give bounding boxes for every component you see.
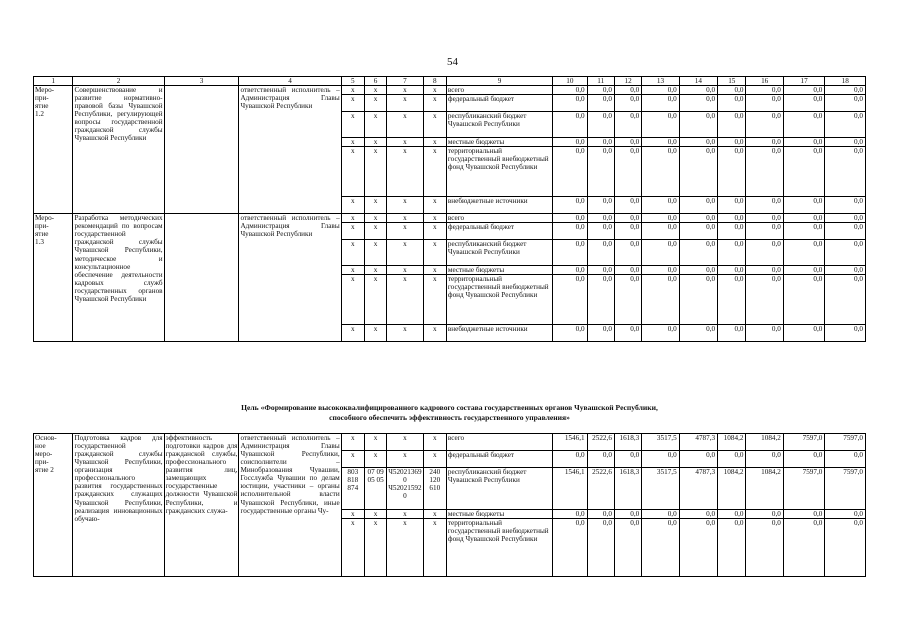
amount-value: 0,0 bbox=[783, 138, 824, 147]
funding-source: всего bbox=[446, 86, 552, 95]
column-number: 6 bbox=[364, 77, 386, 86]
amount-value: 0,0 bbox=[718, 266, 746, 275]
column-number: 9 bbox=[446, 77, 552, 86]
amount-value: 0,0 bbox=[746, 519, 783, 577]
amount-value: 3517,5 bbox=[642, 468, 679, 510]
amount-value: 1084,2 bbox=[718, 468, 746, 510]
budget-code: x bbox=[387, 112, 423, 138]
budget-code: 240 120 610 bbox=[423, 468, 446, 510]
amount-value: 0,0 bbox=[783, 510, 824, 519]
amount-value: 0,0 bbox=[783, 214, 824, 223]
budget-code: x bbox=[387, 214, 423, 223]
amount-value: 0,0 bbox=[718, 197, 746, 214]
amount-value: 1618,3 bbox=[614, 468, 641, 510]
amount-value: 0,0 bbox=[679, 86, 717, 95]
amount-value: 0,0 bbox=[718, 214, 746, 223]
budget-code: x bbox=[341, 147, 364, 197]
budget-code: x bbox=[423, 266, 446, 275]
amount-value: 0,0 bbox=[614, 266, 641, 275]
budget-code: x bbox=[387, 223, 423, 240]
amount-value: 0,0 bbox=[825, 138, 866, 147]
amount-value: 0,0 bbox=[783, 275, 824, 325]
budget-code: x bbox=[423, 325, 446, 342]
amount-value: 0,0 bbox=[746, 86, 783, 95]
budget-code: x bbox=[341, 95, 364, 112]
column-number: 5 bbox=[341, 77, 364, 86]
budget-code: x bbox=[387, 138, 423, 147]
amount-value: 0,0 bbox=[746, 266, 783, 275]
amount-value: 0,0 bbox=[783, 147, 824, 197]
budget-code: x bbox=[387, 266, 423, 275]
budget-code: x bbox=[341, 451, 364, 468]
amount-value: 0,0 bbox=[587, 214, 614, 223]
amount-value: 4787,3 bbox=[679, 434, 717, 451]
amount-value: 7597,0 bbox=[825, 468, 866, 510]
amount-value: 0,0 bbox=[825, 325, 866, 342]
budget-code: x bbox=[387, 325, 423, 342]
funding-source: федеральный бюджет bbox=[446, 451, 552, 468]
amount-value: 0,0 bbox=[587, 275, 614, 325]
amount-value: 0,0 bbox=[614, 197, 641, 214]
amount-value: 0,0 bbox=[553, 275, 587, 325]
amount-value: 0,0 bbox=[642, 138, 679, 147]
budget-code: x bbox=[387, 240, 423, 266]
funding-source: всего bbox=[446, 214, 552, 223]
amount-value: 0,0 bbox=[783, 112, 824, 138]
amount-value: 0,0 bbox=[679, 510, 717, 519]
amount-value: 0,0 bbox=[642, 266, 679, 275]
amount-value: 0,0 bbox=[825, 223, 866, 240]
budget-code: 803 818 874 bbox=[341, 468, 364, 510]
amount-value: 0,0 bbox=[679, 519, 717, 577]
goal-line-1: Цель «Формирование высококвалифицированного кадрового состава государственных органов Чувашской Республики, bbox=[241, 403, 658, 412]
amount-value: 0,0 bbox=[679, 138, 717, 147]
page-number: 54 bbox=[447, 56, 458, 68]
amount-value: 0,0 bbox=[614, 325, 641, 342]
amount-value: 2522,6 bbox=[587, 468, 614, 510]
amount-value: 0,0 bbox=[825, 112, 866, 138]
amount-value: 0,0 bbox=[718, 510, 746, 519]
column-number: 8 bbox=[423, 77, 446, 86]
amount-value: 0,0 bbox=[783, 266, 824, 275]
budget-table-top bbox=[33, 76, 866, 342]
responsible-executor: ответственный исполнитель – Администрация Главы Чувашской Республики bbox=[239, 214, 341, 342]
amount-value: 0,0 bbox=[825, 197, 866, 214]
column-number: 11 bbox=[587, 77, 614, 86]
budget-code: x bbox=[387, 510, 423, 519]
amount-value: 0,0 bbox=[553, 197, 587, 214]
amount-value: 0,0 bbox=[825, 266, 866, 275]
amount-value: 0,0 bbox=[679, 197, 717, 214]
column-number: 4 bbox=[239, 77, 341, 86]
column-number: 16 bbox=[746, 77, 783, 86]
amount-value: 0,0 bbox=[553, 510, 587, 519]
amount-value: 4787,3 bbox=[679, 468, 717, 510]
budget-code: x bbox=[364, 325, 386, 342]
amount-value: 0,0 bbox=[746, 275, 783, 325]
budget-code: x bbox=[387, 275, 423, 325]
event-number: Меро- при- ятие 1.2 bbox=[34, 86, 73, 214]
amount-value: 0,0 bbox=[746, 138, 783, 147]
budget-code: x bbox=[341, 325, 364, 342]
amount-value: 3517,5 bbox=[642, 434, 679, 451]
amount-value: 1084,2 bbox=[746, 468, 783, 510]
funding-source: территориальный государственный внебюджетный фонд Чувашской Республики bbox=[446, 147, 552, 197]
amount-value: 0,0 bbox=[614, 86, 641, 95]
amount-value: 1084,2 bbox=[718, 434, 746, 451]
amount-value: 0,0 bbox=[614, 519, 641, 577]
event-name: Подготовка кадров для государственной гражданской службы Чувашской Республики, организация профессионального развития государственных гражданских служащих Чувашской Республики, реализация инновационных обучаю- bbox=[73, 434, 164, 577]
budget-code: x bbox=[423, 510, 446, 519]
funding-source: федеральный бюджет bbox=[446, 223, 552, 240]
amount-value: 0,0 bbox=[614, 95, 641, 112]
amount-value: 0,0 bbox=[825, 451, 866, 468]
column-number: 7 bbox=[387, 77, 423, 86]
column-number: 1 bbox=[34, 77, 73, 86]
amount-value: 0,0 bbox=[825, 240, 866, 266]
funding-source: республиканский бюджет Чувашской Республики bbox=[446, 112, 552, 138]
column-number: 18 bbox=[825, 77, 866, 86]
budget-code: x bbox=[364, 86, 386, 95]
budget-code: x bbox=[423, 434, 446, 451]
amount-value: 0,0 bbox=[783, 95, 824, 112]
amount-value: 0,0 bbox=[679, 325, 717, 342]
funding-source: всего bbox=[446, 434, 552, 451]
amount-value: 0,0 bbox=[553, 325, 587, 342]
budget-code: x bbox=[387, 519, 423, 577]
funding-source: территориальный государственный внебюджетный фонд Чувашской Республики bbox=[446, 519, 552, 577]
amount-value: 0,0 bbox=[642, 519, 679, 577]
amount-value: 0,0 bbox=[587, 451, 614, 468]
column-number: 14 bbox=[679, 77, 717, 86]
amount-value: 1546,1 bbox=[553, 468, 587, 510]
amount-value: 0,0 bbox=[642, 510, 679, 519]
finance-row bbox=[34, 214, 866, 223]
budget-code: x bbox=[341, 275, 364, 325]
budget-code: x bbox=[364, 519, 386, 577]
amount-value: 0,0 bbox=[642, 214, 679, 223]
amount-value: 0,0 bbox=[718, 95, 746, 112]
amount-value: 0,0 bbox=[746, 214, 783, 223]
amount-value: 0,0 bbox=[642, 223, 679, 240]
funding-source: местные бюджеты bbox=[446, 510, 552, 519]
amount-value: 0,0 bbox=[718, 519, 746, 577]
budget-code: x bbox=[423, 275, 446, 325]
amount-value: 0,0 bbox=[642, 275, 679, 325]
budget-code: x bbox=[423, 95, 446, 112]
budget-code: x bbox=[387, 147, 423, 197]
budget-code: x bbox=[341, 519, 364, 577]
budget-code: x bbox=[423, 147, 446, 197]
amount-value: 0,0 bbox=[553, 519, 587, 577]
amount-value: 0,0 bbox=[642, 197, 679, 214]
amount-value: 0,0 bbox=[553, 112, 587, 138]
finance-row bbox=[34, 86, 866, 95]
budget-code: x bbox=[341, 510, 364, 519]
amount-value: 0,0 bbox=[587, 95, 614, 112]
amount-value: 0,0 bbox=[679, 95, 717, 112]
amount-value: 0,0 bbox=[746, 147, 783, 197]
responsible-executor: ответственный исполнитель – Администрация Главы Чувашской Республики bbox=[239, 86, 341, 214]
amount-value: 0,0 bbox=[587, 325, 614, 342]
amount-value: 0,0 bbox=[679, 451, 717, 468]
amount-value: 0,0 bbox=[746, 325, 783, 342]
amount-value: 0,0 bbox=[783, 197, 824, 214]
amount-value: 0,0 bbox=[783, 325, 824, 342]
amount-value: 0,0 bbox=[642, 112, 679, 138]
budget-code: x bbox=[364, 197, 386, 214]
amount-value: 0,0 bbox=[553, 86, 587, 95]
amount-value: 0,0 bbox=[553, 147, 587, 197]
amount-value: 0,0 bbox=[718, 147, 746, 197]
goal-line-2: способного обеспечить эффективность государственного управления» bbox=[329, 412, 570, 422]
amount-value: 0,0 bbox=[746, 451, 783, 468]
amount-value: 0,0 bbox=[718, 275, 746, 325]
event-indicator bbox=[164, 86, 239, 214]
amount-value: 0,0 bbox=[553, 214, 587, 223]
event-name: Совершенствование и развитие нормативно-правовой базы Чувашской Республики, регулирующей вопросы государственной гражданской службы Чувашской Республики bbox=[73, 86, 164, 214]
amount-value: 0,0 bbox=[587, 138, 614, 147]
budget-code: x bbox=[341, 86, 364, 95]
budget-code: x bbox=[364, 95, 386, 112]
amount-value: 0,0 bbox=[553, 240, 587, 266]
budget-code: x bbox=[364, 223, 386, 240]
budget-code: Ч520213690 Ч520215920 bbox=[387, 468, 423, 510]
amount-value: 0,0 bbox=[679, 214, 717, 223]
amount-value: 0,0 bbox=[553, 266, 587, 275]
amount-value: 0,0 bbox=[718, 86, 746, 95]
budget-code: x bbox=[387, 86, 423, 95]
budget-code: x bbox=[423, 197, 446, 214]
event-indicator: эффективность подготовки кадров для гражданской службы, профессионального развития лиц, замещающих государственные должности Чувашской Республики, и гражданских служа- bbox=[164, 434, 239, 577]
amount-value: 0,0 bbox=[718, 112, 746, 138]
funding-source: территориальный государственный внебюджетный фонд Чувашской Республики bbox=[446, 275, 552, 325]
amount-value: 0,0 bbox=[553, 95, 587, 112]
funding-source: местные бюджеты bbox=[446, 138, 552, 147]
budget-code: x bbox=[423, 112, 446, 138]
column-number: 2 bbox=[73, 77, 164, 86]
amount-value: 0,0 bbox=[642, 95, 679, 112]
budget-code: x bbox=[387, 95, 423, 112]
budget-code: x bbox=[387, 434, 423, 451]
amount-value: 1084,2 bbox=[746, 434, 783, 451]
amount-value: 0,0 bbox=[642, 325, 679, 342]
amount-value: 0,0 bbox=[642, 451, 679, 468]
amount-value: 0,0 bbox=[553, 223, 587, 240]
column-number: 10 bbox=[553, 77, 587, 86]
amount-value: 0,0 bbox=[825, 86, 866, 95]
funding-source: внебюджетные источники bbox=[446, 197, 552, 214]
amount-value: 0,0 bbox=[825, 147, 866, 197]
amount-value: 0,0 bbox=[718, 240, 746, 266]
amount-value: 0,0 bbox=[825, 519, 866, 577]
budget-code: x bbox=[387, 451, 423, 468]
budget-code: x bbox=[364, 266, 386, 275]
amount-value: 0,0 bbox=[614, 147, 641, 197]
amount-value: 0,0 bbox=[587, 112, 614, 138]
amount-value: 0,0 bbox=[614, 214, 641, 223]
amount-value: 0,0 bbox=[587, 86, 614, 95]
amount-value: 0,0 bbox=[614, 223, 641, 240]
amount-value: 0,0 bbox=[642, 147, 679, 197]
event-name: Разработка методических рекомендаций по вопросам государственной гражданской службы Чувашской Республики, методическое и консультационное обеспечение деятельности кадровых служб государственных органов Чувашской Республики bbox=[73, 214, 164, 342]
amount-value: 7597,0 bbox=[825, 434, 866, 451]
budget-code: x bbox=[423, 223, 446, 240]
amount-value: 0,0 bbox=[642, 240, 679, 266]
amount-value: 0,0 bbox=[783, 519, 824, 577]
amount-value: 0,0 bbox=[614, 510, 641, 519]
funding-source: местные бюджеты bbox=[446, 266, 552, 275]
amount-value: 0,0 bbox=[587, 197, 614, 214]
budget-code: x bbox=[423, 240, 446, 266]
amount-value: 0,0 bbox=[553, 451, 587, 468]
amount-value: 0,0 bbox=[718, 223, 746, 240]
amount-value: 0,0 bbox=[746, 112, 783, 138]
amount-value: 2522,6 bbox=[587, 434, 614, 451]
amount-value: 0,0 bbox=[614, 138, 641, 147]
amount-value: 1618,3 bbox=[614, 434, 641, 451]
budget-code: x bbox=[341, 197, 364, 214]
amount-value: 0,0 bbox=[553, 138, 587, 147]
amount-value: 0,0 bbox=[746, 240, 783, 266]
column-number: 12 bbox=[614, 77, 641, 86]
budget-code: x bbox=[341, 266, 364, 275]
budget-code: x bbox=[364, 451, 386, 468]
budget-code: x bbox=[341, 214, 364, 223]
budget-code: x bbox=[364, 510, 386, 519]
finance-row bbox=[34, 434, 866, 451]
amount-value: 0,0 bbox=[718, 451, 746, 468]
amount-value: 0,0 bbox=[614, 112, 641, 138]
budget-code: x bbox=[364, 275, 386, 325]
column-number-row bbox=[34, 77, 866, 86]
amount-value: 0,0 bbox=[614, 451, 641, 468]
event-number: Меро- при- ятие 1.3 bbox=[34, 214, 73, 342]
budget-code: x bbox=[364, 147, 386, 197]
amount-value: 0,0 bbox=[587, 223, 614, 240]
amount-value: 0,0 bbox=[679, 266, 717, 275]
funding-source: республиканский бюджет Чувашской Республики bbox=[446, 240, 552, 266]
column-number: 3 bbox=[164, 77, 239, 86]
amount-value: 0,0 bbox=[746, 95, 783, 112]
amount-value: 0,0 bbox=[679, 275, 717, 325]
amount-value: 0,0 bbox=[614, 275, 641, 325]
budget-code: x bbox=[364, 434, 386, 451]
goal-heading bbox=[33, 403, 866, 423]
budget-table-bottom bbox=[33, 433, 866, 577]
budget-code: x bbox=[364, 214, 386, 223]
budget-code: x bbox=[341, 223, 364, 240]
amount-value: 0,0 bbox=[679, 240, 717, 266]
funding-source: федеральный бюджет bbox=[446, 95, 552, 112]
amount-value: 0,0 bbox=[679, 147, 717, 197]
column-number: 15 bbox=[718, 77, 746, 86]
budget-code: 07 09 05 05 bbox=[364, 468, 386, 510]
amount-value: 0,0 bbox=[718, 325, 746, 342]
budget-code: x bbox=[423, 451, 446, 468]
budget-code: x bbox=[341, 240, 364, 266]
amount-value: 1546,1 bbox=[553, 434, 587, 451]
budget-code: x bbox=[387, 197, 423, 214]
amount-value: 0,0 bbox=[679, 112, 717, 138]
budget-code: x bbox=[364, 112, 386, 138]
amount-value: 0,0 bbox=[746, 197, 783, 214]
budget-code: x bbox=[341, 138, 364, 147]
event-number: Основ- ное меро- при- ятие 2 bbox=[34, 434, 73, 577]
amount-value: 7597,0 bbox=[783, 434, 824, 451]
amount-value: 0,0 bbox=[679, 223, 717, 240]
amount-value: 0,0 bbox=[587, 510, 614, 519]
amount-value: 0,0 bbox=[746, 223, 783, 240]
column-number: 17 bbox=[783, 77, 824, 86]
column-number: 13 bbox=[642, 77, 679, 86]
budget-code: x bbox=[364, 138, 386, 147]
funding-source: внебюджетные источники bbox=[446, 325, 552, 342]
budget-code: x bbox=[423, 138, 446, 147]
amount-value: 0,0 bbox=[825, 510, 866, 519]
amount-value: 0,0 bbox=[783, 240, 824, 266]
amount-value: 0,0 bbox=[587, 266, 614, 275]
amount-value: 0,0 bbox=[783, 86, 824, 95]
amount-value: 7597,0 bbox=[783, 468, 824, 510]
amount-value: 0,0 bbox=[587, 519, 614, 577]
amount-value: 0,0 bbox=[783, 451, 824, 468]
amount-value: 0,0 bbox=[783, 223, 824, 240]
budget-code: x bbox=[341, 434, 364, 451]
amount-value: 0,0 bbox=[746, 510, 783, 519]
budget-code: x bbox=[364, 240, 386, 266]
budget-code: x bbox=[423, 86, 446, 95]
amount-value: 0,0 bbox=[825, 275, 866, 325]
funding-source: республиканский бюджет Чувашской Республики bbox=[446, 468, 552, 510]
budget-code: x bbox=[423, 519, 446, 577]
amount-value: 0,0 bbox=[587, 240, 614, 266]
amount-value: 0,0 bbox=[614, 240, 641, 266]
amount-value: 0,0 bbox=[587, 147, 614, 197]
budget-code: x bbox=[341, 112, 364, 138]
amount-value: 0,0 bbox=[718, 138, 746, 147]
responsible-executor: ответственный исполнитель – Администрация Главы Чувашской Республики, соисполнители – Минобразования Чувашии, Госслужба Чувашии по делам юстиции, участники – органы исполнительной власти Чувашской Республики, иные государственные органы Чу- bbox=[239, 434, 341, 577]
event-indicator bbox=[164, 214, 239, 342]
amount-value: 0,0 bbox=[825, 95, 866, 112]
amount-value: 0,0 bbox=[825, 214, 866, 223]
budget-code: x bbox=[423, 214, 446, 223]
amount-value: 0,0 bbox=[642, 86, 679, 95]
